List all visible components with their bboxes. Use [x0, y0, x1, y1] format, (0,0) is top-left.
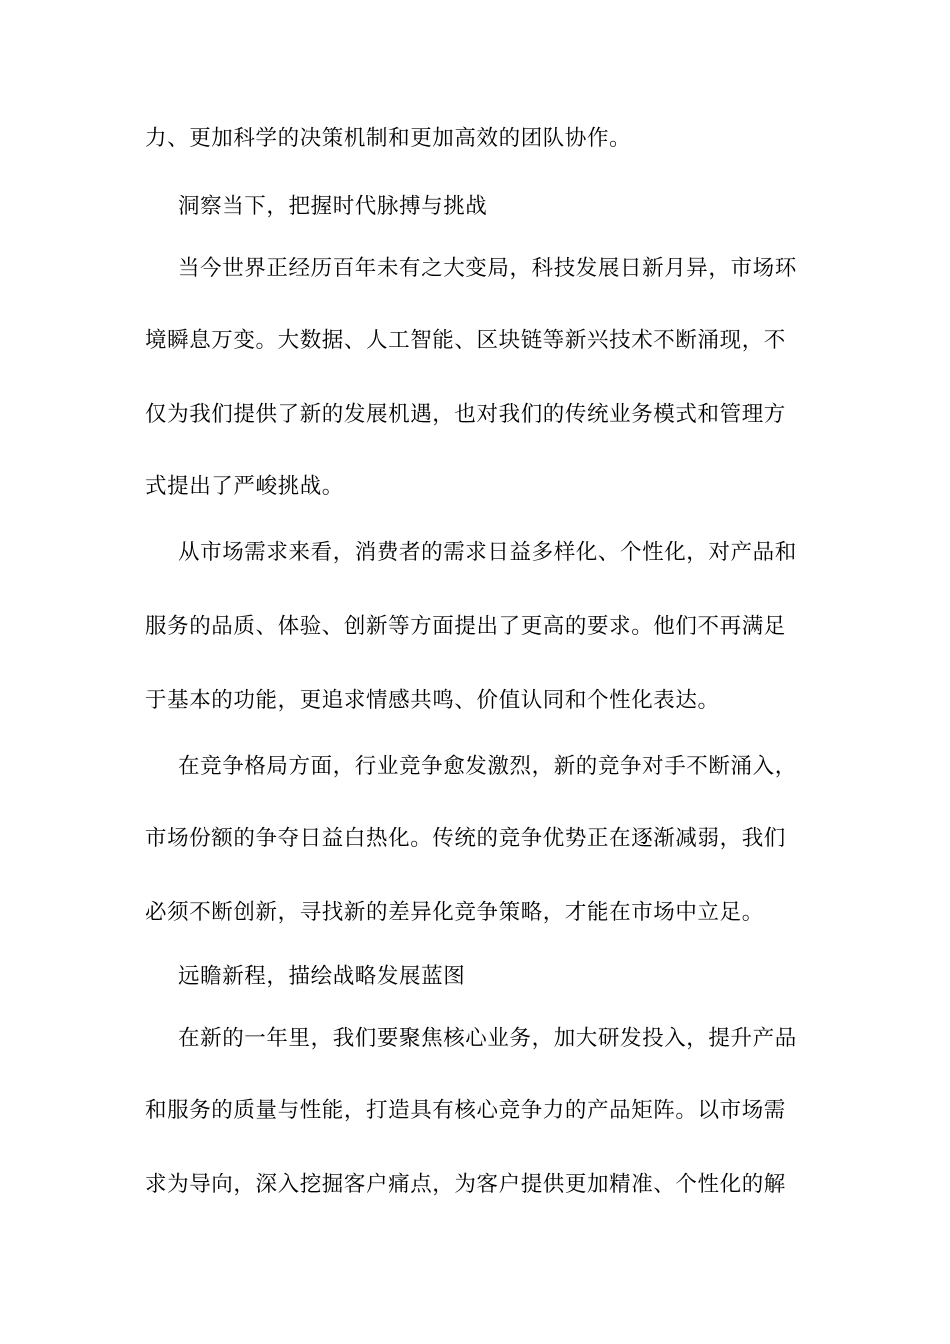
- paragraph-line: 从市场需求来看，消费者的需求日益多样化、个性化，对产品和: [178, 540, 797, 565]
- paragraph-line: 境瞬息万变。大数据、人工智能、区块链等新兴技术不断涌现，不: [145, 328, 786, 353]
- paragraph-line: 式提出了严峻挑战。: [145, 474, 344, 499]
- paragraph-line: 于基本的功能，更追求情感共鸣、价值认同和个性化表达。: [145, 688, 720, 713]
- paragraph-line: 市场份额的争夺日益白热化。传统的竞争优势正在逐渐减弱，我们: [145, 826, 786, 851]
- paragraph-line: 和服务的质量与性能，打造具有核心竞争力的产品矩阵。以市场需: [145, 1098, 786, 1123]
- paragraph-line: 求为导向，深入挖掘客户痛点，为客户提供更加精准、个性化的解: [145, 1172, 786, 1197]
- paragraph-line: 服务的品质、体验、创新等方面提出了更高的要求。他们不再满足: [145, 614, 786, 639]
- paragraph-line: 在竞争格局方面，行业竞争愈发激烈，新的竞争对手不断涌入，: [178, 754, 797, 779]
- section-heading: 洞察当下，把握时代脉搏与挑战: [178, 194, 488, 219]
- paragraph-line: 在新的一年里，我们要聚焦核心业务，加大研发投入，提升产品: [178, 1026, 797, 1051]
- section-heading: 远瞻新程，描绘战略发展蓝图: [178, 964, 466, 989]
- paragraph-line: 力、更加科学的决策机制和更加高效的团队协作。: [145, 126, 632, 151]
- paragraph-line: 当今世界正经历百年未有之大变局，科技发展日新月异，市场环: [178, 256, 797, 281]
- paragraph-line: 仅为我们提供了新的发展机遇，也对我们的传统业务模式和管理方: [145, 402, 786, 427]
- paragraph-line: 必须不断创新，寻找新的差异化竞争策略，才能在市场中立足。: [145, 900, 764, 925]
